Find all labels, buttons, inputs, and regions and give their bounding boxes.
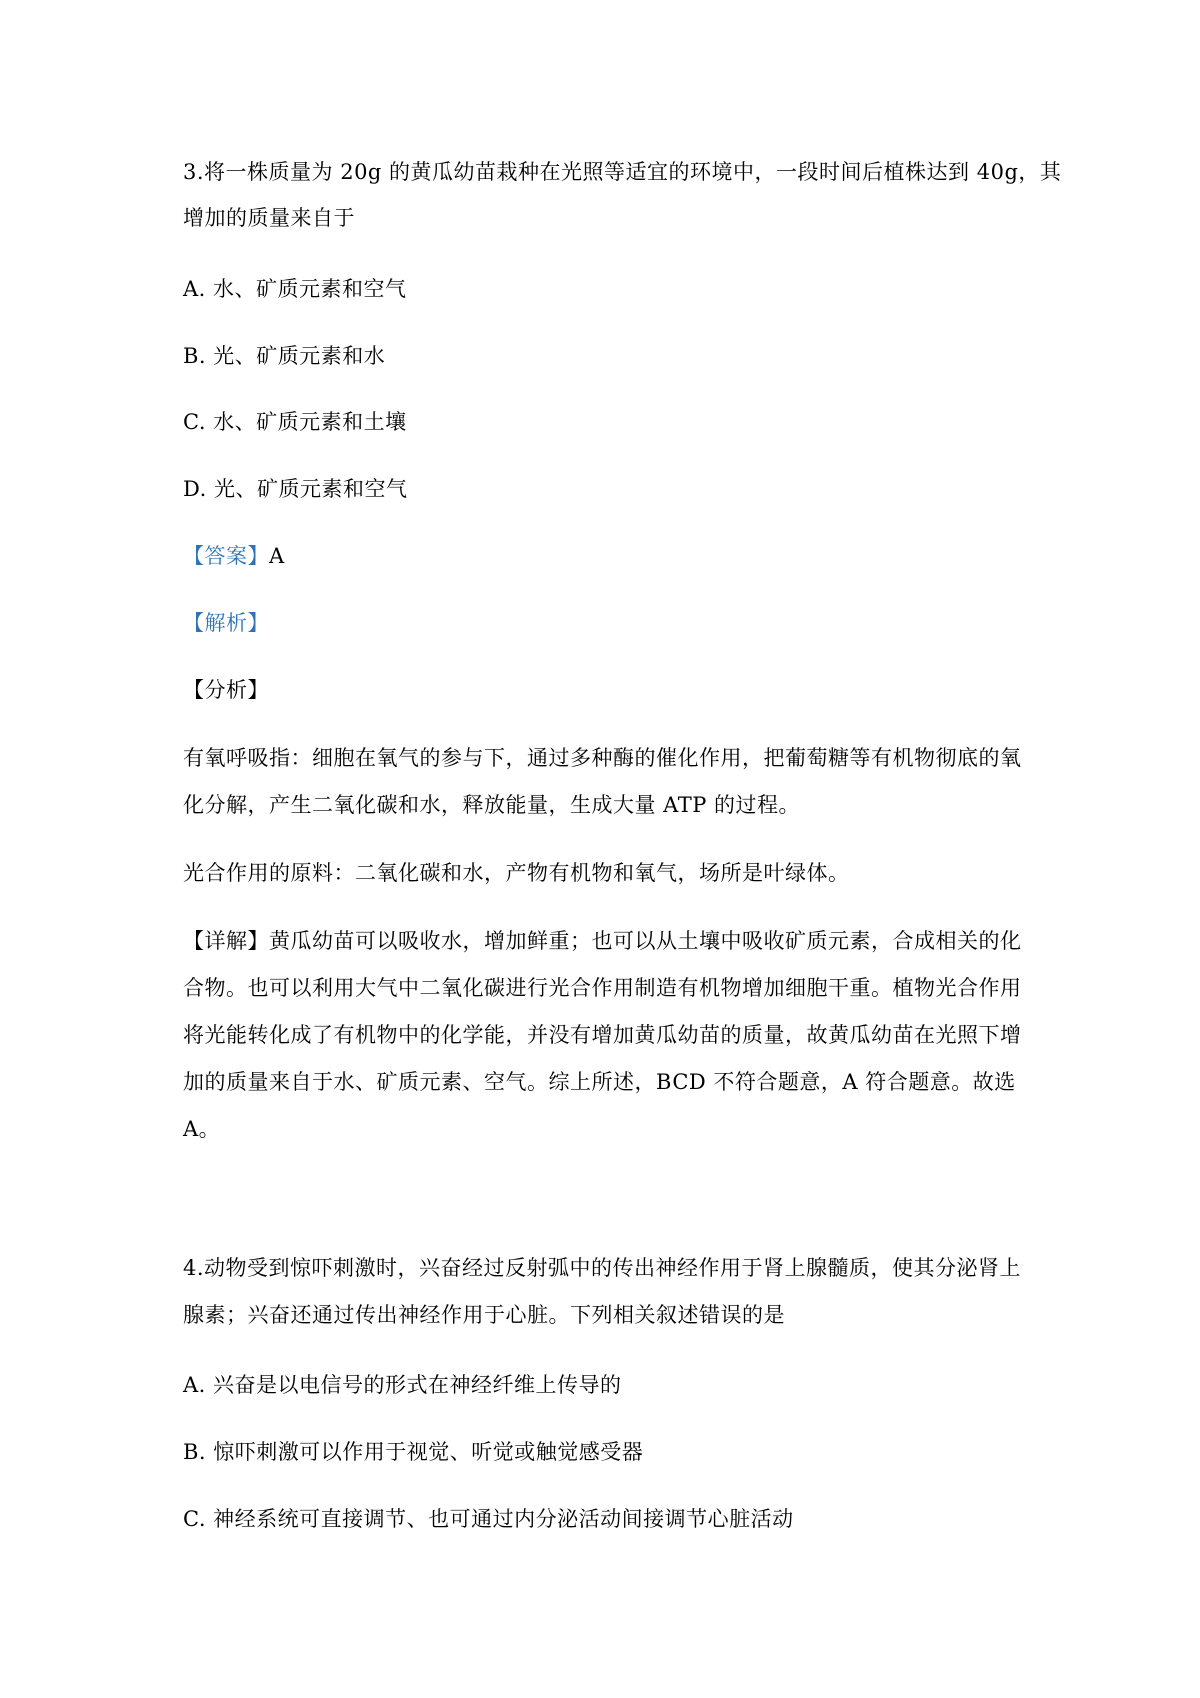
detail-tag: 【详解】 bbox=[183, 929, 269, 953]
detail-line-1 bbox=[183, 927, 1022, 955]
q3-stem-line-2: 增加的质量来自于 bbox=[183, 206, 355, 230]
detail-line-3: 将光能转化成了有机物中的化学能，并没有增加黄瓜幼苗的质量，故黄瓜幼苗在光照下增 bbox=[183, 1023, 1022, 1047]
q4-stem-line-2: 腺素；兴奋还通过传出神经作用于心脏。下列相关叙述错误的是 bbox=[183, 1303, 785, 1327]
analysis-tag: 【解析】 bbox=[183, 611, 269, 635]
q3-answer bbox=[183, 542, 285, 570]
answer-value: A bbox=[269, 544, 285, 568]
q4-stem-line-1: 4.动物受到惊吓刺激时，兴奋经过反射弧中的传出神经作用于肾上腺髓质，使其分泌肾上 bbox=[183, 1256, 1022, 1280]
q3-option-b: B. 光、矿质元素和水 bbox=[183, 344, 386, 368]
answer-tag: 【答案】 bbox=[183, 544, 269, 568]
q3-option-d: D. 光、矿质元素和空气 bbox=[183, 477, 408, 501]
q4-option-b: B. 惊吓刺激可以作用于视觉、听觉或触觉感受器 bbox=[183, 1440, 644, 1464]
fenxi-line-2: 化分解，产生二氧化碳和水，释放能量，生成大量 ATP 的过程。 bbox=[183, 793, 801, 817]
detail-line-2: 合物。也可以利用大气中二氧化碳进行光合作用制造有机物增加细胞干重。植物光合作用 bbox=[183, 976, 1022, 1000]
fenxi-line-1: 有氧呼吸指：细胞在氧气的参与下，通过多种酶的催化作用，把葡萄糖等有机物彻底的氧 bbox=[183, 746, 1022, 770]
q3-option-a: A. 水、矿质元素和空气 bbox=[183, 277, 407, 301]
detail-text-1: 黄瓜幼苗可以吸收水，增加鲜重；也可以从土壤中吸收矿质元素，合成相关的化 bbox=[269, 929, 1022, 953]
q3-stem-line-1: 3.将一株质量为 20g 的黄瓜幼苗栽种在光照等适宜的环境中，一段时间后植株达到 40g，其 bbox=[183, 160, 1062, 184]
detail-line-5: A。 bbox=[183, 1117, 221, 1141]
q4-option-a: A. 兴奋是以电信号的形式在神经纤维上传导的 bbox=[183, 1373, 622, 1397]
q4-option-c: C. 神经系统可直接调节、也可通过内分泌活动间接调节心脏活动 bbox=[183, 1507, 794, 1531]
q3-option-c: C. 水、矿质元素和土壤 bbox=[183, 410, 407, 434]
fenxi-tag: 【分析】 bbox=[183, 678, 269, 702]
fenxi-line-3: 光合作用的原料：二氧化碳和水，产物有机物和氧气，场所是叶绿体。 bbox=[183, 861, 850, 885]
detail-line-4: 加的质量来自于水、矿质元素、空气。综上所述，BCD 不符合题意，A 符合题意。故选 bbox=[183, 1070, 1016, 1094]
